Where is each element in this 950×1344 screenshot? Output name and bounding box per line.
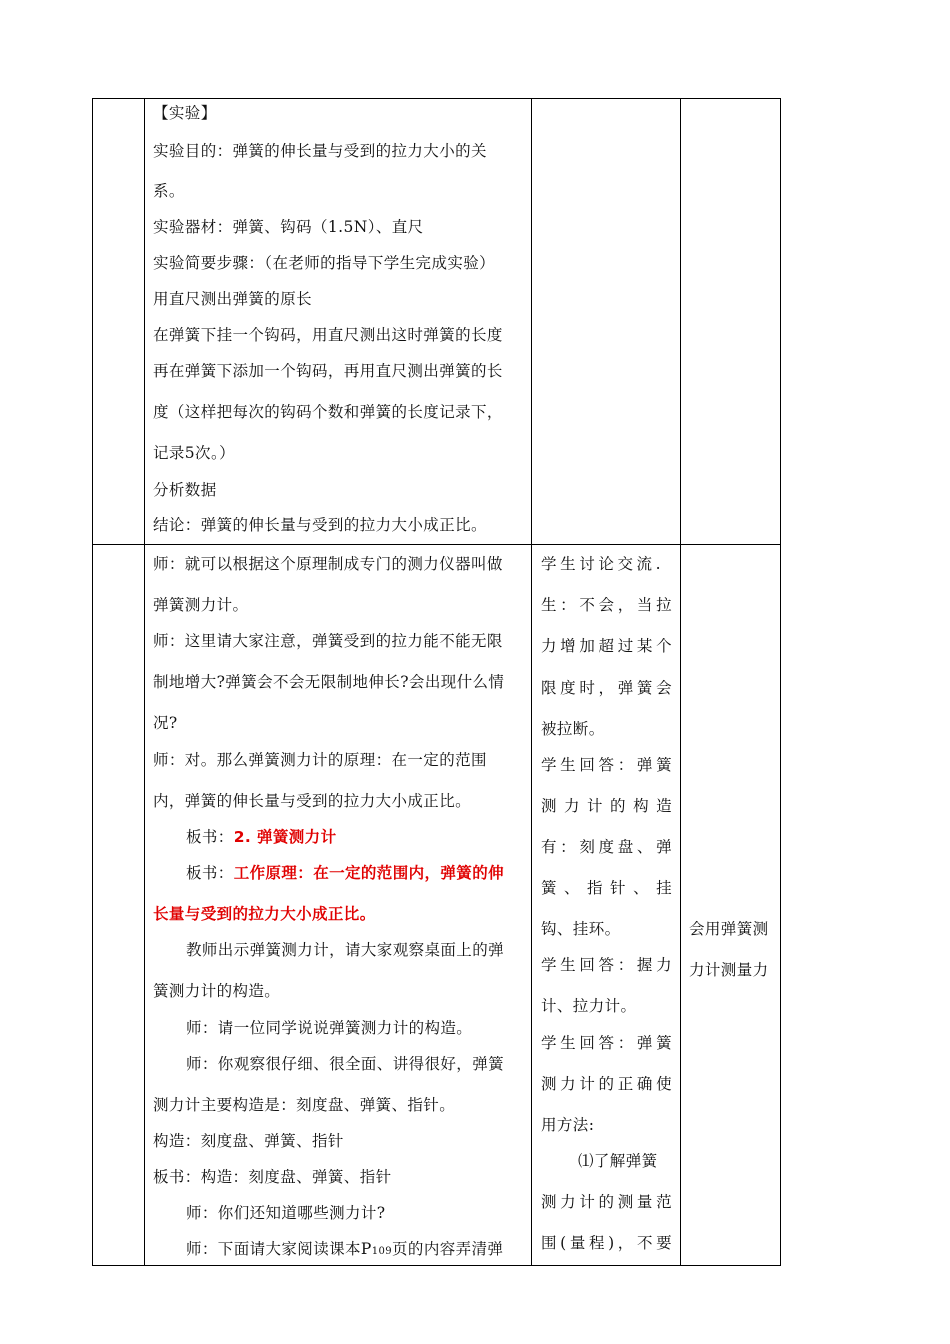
experiment-conclusion: 结论：弹簧的伸长量与受到的拉力大小成正比。 [153,516,487,534]
blackboard-principle [186,861,504,883]
experiment-steps-title: 实验简要步骤：（在老师的指导下学生完成实验） [153,254,496,272]
blackboard-prefix: 板书： [186,864,234,882]
experiment-analysis: 分析数据 [153,481,217,499]
table-right-border [780,98,781,1266]
student-line: 力增加超过某个 [541,637,672,655]
experiment-step-3-cont: 度（这样把每次的钩码个数和弹簧的长度记录下， [153,403,503,421]
table-bottom-border [92,1265,781,1266]
teacher-line: 师：请一位同学说说弹簧测力计的构造。 [186,1019,473,1037]
table-top-border [92,98,781,99]
textbook-page-number: 109 [371,1246,393,1257]
textbook-ref-text-end: 页的内容弄清弹 [392,1240,504,1258]
blackboard-principle-cont: 长量与受到的拉力大小成正比。 [153,905,376,923]
experiment-equipment: 实验器材：弹簧、钩码（1.5N）、直尺 [153,218,424,236]
student-line: 学生回答：弹簧 [541,1034,672,1052]
teacher-line: 教师出示弹簧测力计，请大家观察桌面上的弹 [186,941,505,959]
objective-line: 力计测量力 [689,961,769,979]
experiment-heading: 【实验】 [153,104,217,122]
teacher-line: 师：就可以根据这个原理制成专门的测力仪器叫做 [153,555,503,573]
student-line: ⑴了解弹簧 [578,1152,658,1170]
student-line: 被拉断。 [541,720,605,738]
column-divider-1 [144,98,145,1266]
student-line: 钩、挂环。 [541,920,621,938]
student-line: 学生讨论交流. [541,555,661,573]
teacher-line: 簧测力计的构造。 [153,982,281,1000]
teacher-line: 构造：刻度盘、弹簧、指针 [153,1132,344,1150]
blackboard-principle-text: 工作原理：在一定的范围内，弹簧的伸 [233,864,505,882]
teacher-line: 测力计主要构造是：刻度盘、弹簧、指针。 [153,1096,456,1114]
student-line: 计、拉力计。 [541,997,637,1015]
teacher-line: 况? [153,714,178,732]
student-line: 生：不会，当拉 [541,596,672,614]
student-line: 测力计的构造 [541,797,672,815]
student-line: 学生回答：弹簧 [541,756,672,774]
student-line: 有：刻度盘、弹 [541,838,672,856]
student-line: 学生回答：握力 [541,956,672,974]
teacher-line: 弹簧测力计。 [153,596,249,614]
teacher-line: 师：你们还知道哪些测力计? [186,1204,386,1222]
textbook-ref-text: 师：下面请大家阅读课本P [186,1240,372,1258]
blackboard-prefix: 板书： [186,828,234,846]
table-left-border [92,98,93,1266]
teacher-line: 师：你观察很仔细、很全面、讲得很好，弹簧 [186,1055,505,1073]
teacher-line-textbook [186,1237,503,1259]
table-row-divider [92,544,781,545]
teacher-line: 制地增大?弹簧会不会无限制地伸长?会出现什么情 [153,673,505,691]
column-divider-2 [531,98,532,1266]
teacher-line: 内，弹簧的伸长量与受到的拉力大小成正比。 [153,792,472,810]
teacher-line: 师：对。那么弹簧测力计的原理：在一定的范围 [153,751,487,769]
student-line: 测力计的测量范 [541,1193,672,1211]
experiment-step-3-end: 记录5次。） [153,444,236,462]
experiment-purpose-cont: 系。 [153,182,185,200]
objective-line: 会用弹簧测 [689,920,769,938]
experiment-step-1: 用直尺测出弹簧的原长 [153,290,313,308]
column-divider-3 [680,98,681,1266]
student-line: 限度时，弹簧会 [541,679,672,697]
experiment-step-3: 再在弹簧下添加一个钩码，再用直尺测出弹簧的长 [153,362,503,380]
student-line: 围(量程)，不要 [541,1234,672,1252]
teacher-line: 师：这里请大家注意，弹簧受到的拉力能不能无限 [153,632,503,650]
student-line: 簧、指针、挂 [541,879,672,897]
experiment-step-2: 在弹簧下挂一个钩码，用直尺测出这时弹簧的长度 [153,326,503,344]
teacher-line: 板书：构造：刻度盘、弹簧、指针 [153,1168,392,1186]
student-line: 用方法: [541,1116,595,1134]
blackboard-heading: 2. 弹簧测力计 [233,828,337,846]
student-line: 测力计的正确使 [541,1075,672,1093]
blackboard-title [186,825,336,847]
experiment-purpose: 实验目的：弹簧的伸长量与受到的拉力大小的关 [153,142,487,160]
